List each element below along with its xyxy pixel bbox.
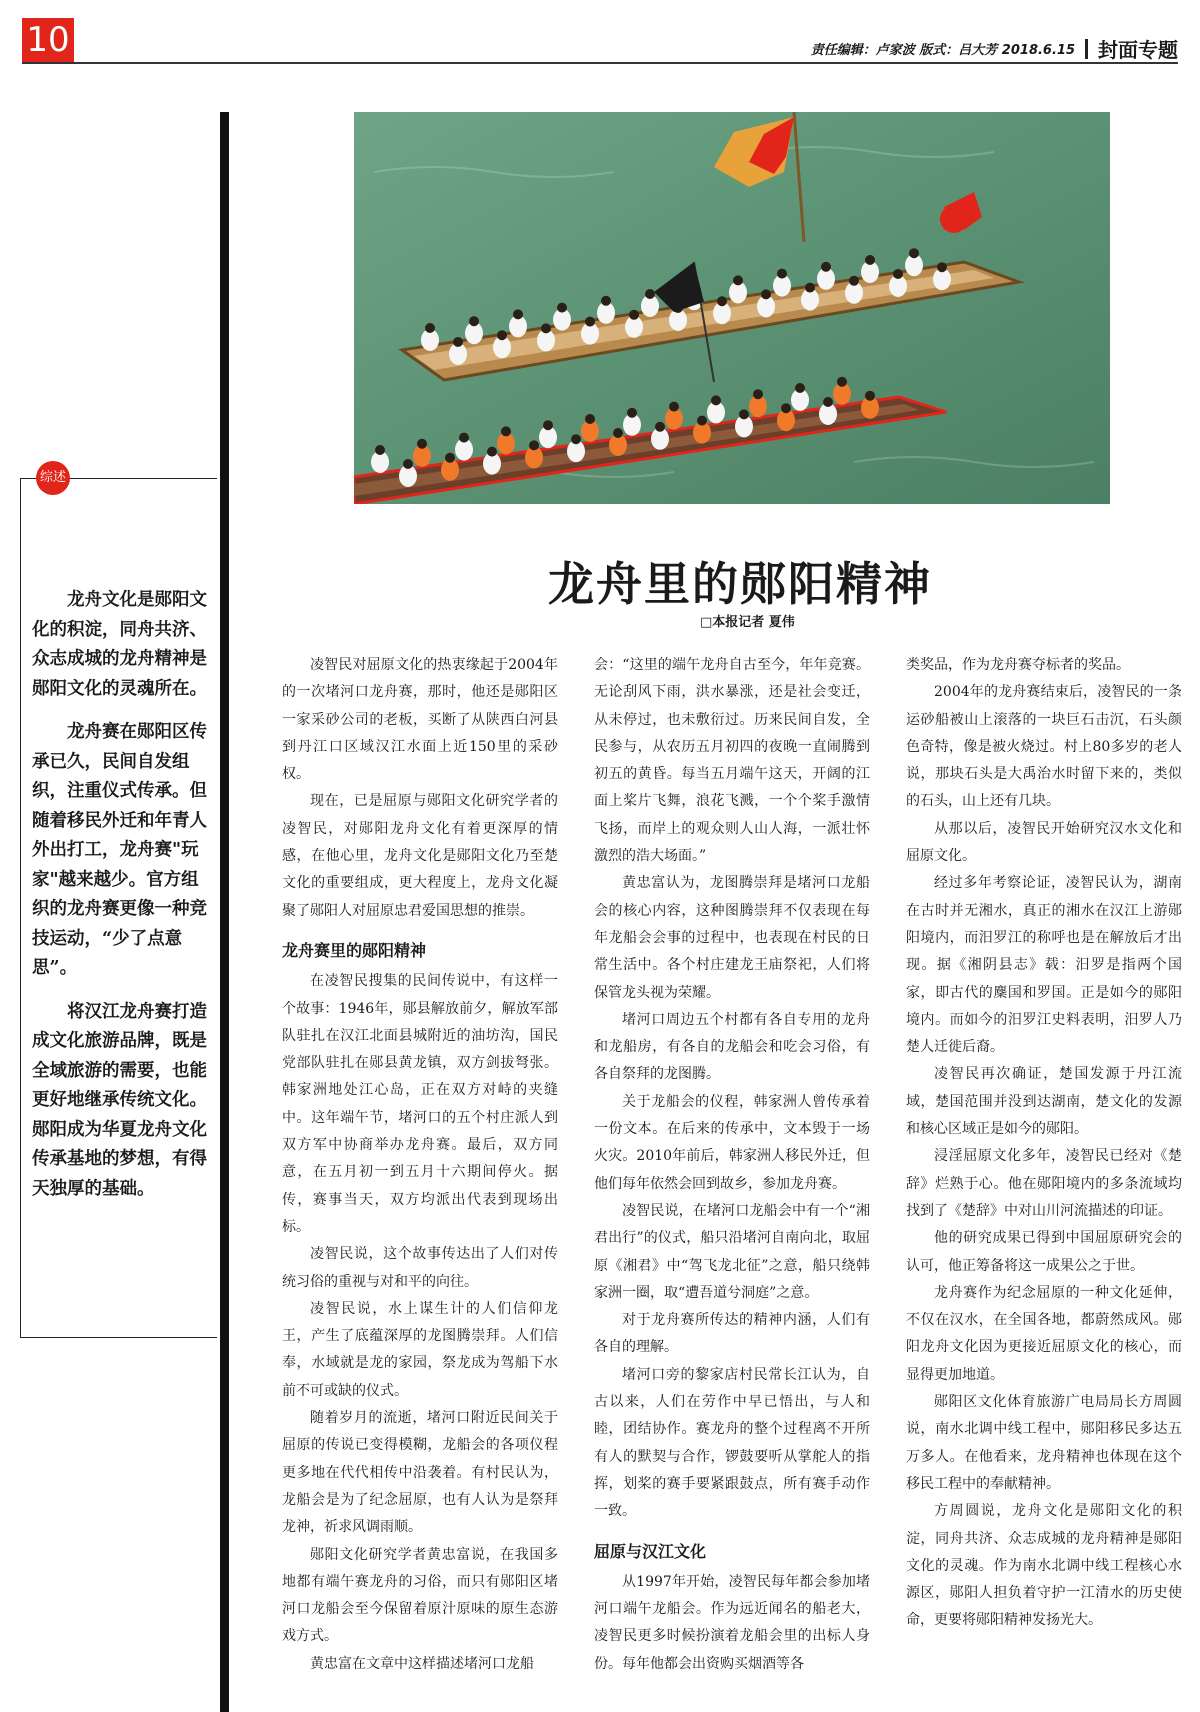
article-paragraph: 凌智民说，水上谋生计的人们信仰龙王，产生了底蕴深厚的龙图腾崇拜。人们信奉，水域就是龙的家园，祭龙成为驾船下水前不可或缺的仪式。 — [282, 1300, 558, 1399]
rower-head — [865, 255, 875, 265]
summary-paragraph: 龙舟赛在郧阳区传承已久，民间自发组织，注重仪式传承。但随着移民外迁和年青人外出打工，龙舟赛"玩家"越来越少。官方组织的龙舟赛更像一种竞技运动，“少了点意思”。 — [32, 722, 207, 978]
summary-paragraph: 将汉江龙舟赛打造成文化旅游品牌，既是全域旅游的需要，也能更好地继承传统文化。郧阳成为华夏龙舟文化传承基地的梦想，有得天独厚的基础。 — [32, 1001, 207, 1199]
dragon-boat-photo — [354, 112, 1110, 504]
rower-head — [669, 402, 679, 412]
rower-head — [753, 389, 763, 399]
article-column-3 — [906, 652, 1182, 1635]
rower-head — [805, 283, 815, 293]
article-paragraph: 从那以后，凌智民开始研究汉水文化和屈原文化。 — [906, 820, 1182, 865]
rower-head — [761, 289, 771, 299]
section-heading: 屈原与汉江文化 — [594, 1541, 707, 1561]
article-paragraph: 黄忠富认为，龙图腾崇拜是堵河口龙船会的核心内容，这种图腾崇拜不仅表现在每年龙船会会事的过程中，也表现在村民的日常生活中。各个村庄建龙王庙祭祀，人们将保管龙头视为荣耀。 — [594, 875, 870, 1001]
rower-head — [453, 337, 463, 347]
article-paragraph: 关于龙船会的仪程，韩家洲人曾传承着一份文本。在后来的传承中，文本毁于一场火灾。2010年前后，韩家洲人移民外迁，但他们每年依然会回到故乡，参加龙舟赛。 — [594, 1093, 870, 1192]
rower-head — [645, 289, 655, 299]
page-number: 10 — [22, 18, 74, 62]
summary-badge: 综述 — [36, 461, 70, 495]
article-paragraph: 凌智民说，在堵河口龙船会中有一个“湘君出行”的仪式，船只沿堵河自南向北，取屈原《湘君》中“驾飞龙北征”之意，船只绕韩家洲一圈，取“遭吾道兮洞庭”之意。 — [594, 1202, 870, 1301]
article-column-1 — [282, 652, 558, 1678]
article-paragraph: 凌智民对屈原文化的热衷缘起于2004年的一次堵河口龙舟赛，那时，他还是郧阳区一家采砂公司的老板，买断了从陕西白河县到丹江口区域汉江水面上近150里的采砂权。 — [282, 657, 558, 783]
rower-head — [529, 440, 539, 450]
article-title: 龙舟里的郧阳精神 — [548, 557, 932, 611]
article-paragraph: 龙舟赛作为纪念屈原的一种文化延伸，不仅在汉水，在全国各地，都蔚然成风。郧阳龙舟文化因为更接近屈原文化的核心，而显得更加地道。 — [906, 1284, 1182, 1383]
rower-head — [469, 316, 479, 326]
rower-head — [417, 439, 427, 449]
rower-head — [585, 317, 595, 327]
byline: □本报记者 夏伟 — [700, 615, 795, 630]
rower-head — [543, 420, 553, 430]
article-paragraph: 黄忠富在文章中这样描述堵河口龙船 — [310, 1655, 534, 1672]
rower-head — [655, 422, 665, 432]
rower-head — [823, 397, 833, 407]
article-paragraph: 他的研究成果已得到中国屈原研究会的认可，他正筹备将这一成果公之于世。 — [906, 1230, 1182, 1274]
article-paragraph: 浸淫屈原文化多年，凌智民已经对《楚辞》烂熟于心。他在郧阳境内的多条流域均找到了《楚辞》中对山川河流描述的印证。 — [906, 1148, 1182, 1219]
header-separator — [1085, 39, 1088, 59]
article-paragraph: 凌智民再次确证，楚国发源于丹江流域，楚国范围并没到达湖南，楚文化的发源和核心区域正是如今的郧阳。 — [906, 1066, 1182, 1138]
section-heading: 龙舟赛里的郧阳精神 — [282, 940, 427, 960]
summary-text — [32, 586, 210, 1218]
rower-head — [501, 426, 511, 436]
rower-head — [497, 330, 507, 340]
rower-head — [837, 377, 847, 387]
article-paragraph: 现在，已是屈原与郧阳文化研究学者的凌智民，对郧阳龙舟文化有着更深厚的情感，在他心里，龙舟文化是郧阳文化乃至楚文化的重要组成，更大程度上，龙舟文化凝聚了郧阳人对屈原忠君爱国思想的推崇。 — [282, 793, 558, 919]
article-paragraph: 在凌智民搜集的民间传说中，有这样一个故事：1946年，郧县解放前夕，解放军部队驻扎在汉江北面县城附近的油坊沟，国民党部队驻扎在郧县黄龙镇，双方剑拔弩张。韩家洲地处江心岛，正在双方对峙的夹缝中。这年端午节，堵河口的五个村庄派人到双方军中协商举办龙舟赛。最后，双方同意，在五月初一到五月十六期间停火。据传，赛事当天，双方均派出代表到现场出标。 — [282, 973, 558, 1235]
rower-head — [375, 445, 385, 455]
rower-head — [717, 296, 727, 306]
section-name: 封面专题 — [1098, 38, 1178, 62]
rower-head — [571, 434, 581, 444]
rower-head — [403, 459, 413, 469]
summary-paragraph: 龙舟文化是郧阳文化的积淀，同舟共济、众志成城的龙舟精神是郧阳文化的灵魂所在。 — [32, 590, 207, 699]
article-paragraph: 对于龙舟赛所传达的精神内涵，人们有各自的理解。 — [594, 1312, 870, 1356]
rower-head — [849, 276, 859, 286]
rower-head — [711, 395, 721, 405]
rower-head — [739, 409, 749, 419]
rower-head — [627, 408, 637, 418]
rower-head — [909, 248, 919, 258]
rower-head — [781, 403, 791, 413]
rower-head — [777, 269, 787, 279]
rower-head — [893, 269, 903, 279]
article-paragraph: 堵河口旁的黎家店村民常长江认为，自古以来，人们在劳作中早已悟出，与人和睦，团结协作。赛龙舟的整个过程离不开所有人的默契与合作，锣鼓要听从掌舵人的指挥，划桨的赛手要紧跟鼓点，所有赛手动作一致。 — [594, 1366, 870, 1520]
article-column-2 — [594, 652, 870, 1678]
article-paragraph: 郧阳区文化体育旅游广电局局长方周圆说，南水北调中线工程中，郧阳移民多达五万多人。在他看来，龙舟精神也体现在这个移民工程中的奉献精神。 — [906, 1394, 1182, 1492]
article-paragraph: 2004年的龙舟赛结束后，凌智民的一条运砂船被山上滚落的一块巨石击沉，石头颜色奇特，像是被火烧过。村上80多岁的老人说，那块石头是大禹治水时留下来的，类似的石头，山上还有几块。 — [906, 684, 1182, 810]
rower-head — [459, 433, 469, 443]
rower-head — [585, 414, 595, 424]
rower-head — [487, 447, 497, 457]
article-paragraph: 堵河口周边五个村都有各自专用的龙舟和龙船房，有各自的龙船会和吃会习俗，有各自祭拜的龙图腾。 — [594, 1011, 870, 1083]
article-paragraph: 随着岁月的流逝，堵河口附近民间关于屈原的传说已变得模糊，龙船会的各项仪程更多地在代代相传中沿袭着。有村民认为，龙船会是为了纪念屈原，也有人认为是祭拜龙神，祈求风调雨顺。 — [282, 1410, 558, 1536]
header-info — [811, 34, 1178, 63]
article-paragraph: 类奖品，作为龙舟赛夺标者的奖品。 — [906, 657, 1130, 673]
rower-head — [557, 303, 567, 313]
rower-head — [697, 416, 707, 426]
rower-head — [425, 323, 435, 333]
editor-info: 责任编辑：卢家波 版式：吕大芳 2018.6.15 — [810, 43, 1075, 58]
article-paragraph: 方周圆说，龙舟文化是郧阳文化的积淀，同舟共济、众志成城的龙舟精神是郧阳文化的灵魂。作为南水北调中线工程核心水源区，郧阳人担负着守护一江清水的历史使命，更要将郧阳精神发扬光大。 — [906, 1503, 1182, 1629]
article-paragraph: 从1997年开始，凌智民每年都会参加堵河口端午龙船会。作为远近闻名的船老大，凌智民更多时候扮演着龙船会里的出标人身份。每年他都会出资购买烟酒等各 — [594, 1573, 870, 1672]
rower-head — [937, 262, 947, 272]
article-paragraph: 凌智民说，这个故事传达出了人们对传统习俗的重视与对和平的向往。 — [282, 1246, 558, 1290]
rower-head — [445, 453, 455, 463]
rower-head — [541, 323, 551, 333]
rower-head — [821, 262, 831, 272]
article-paragraph: 经过多年考察论证，凌智民认为，湖南在古时并无湘水，真正的湘水在汉江上游郧阳境内，而汨罗江的称呼也是在解放后才出现。据《湘阴县志》载：汨罗是指两个国家，即古代的麇国和罗国。正是如今的郧阳境内。而如今的汨罗江史料表明，汨罗人乃楚人迁徙后裔。 — [906, 875, 1182, 1056]
rower-head — [513, 309, 523, 319]
rower-head — [613, 428, 623, 438]
rower-head — [601, 296, 611, 306]
rower-head — [629, 310, 639, 320]
rower-head — [733, 275, 743, 285]
article-paragraph: 郧阳文化研究学者黄忠富说，在我国多地都有端午赛龙舟的习俗，而只有郧阳区堵河口龙船会至今保留着原汁原味的原生态游戏方式。 — [282, 1546, 558, 1645]
header-rule — [22, 62, 1178, 64]
vertical-rule — [220, 112, 229, 1712]
rower-head — [865, 391, 875, 401]
rower-head — [795, 383, 805, 393]
article-paragraph: 会：“这里的端午龙舟自古至今，年年竞赛。无论刮风下雨，洪水暴涨，还是社会变迁，从未停过，也未敷衍过。历来民间自发，全民参与，从农历五月初四的夜晚一直闹腾到初五的黄昏。每当五月端午这天，开阔的江面上桨片飞舞，浪花飞溅，一个个桨手激情飞扬，而岸上的观众则人山人海，一派壮怀激烈的浩大场面。” — [594, 657, 870, 865]
